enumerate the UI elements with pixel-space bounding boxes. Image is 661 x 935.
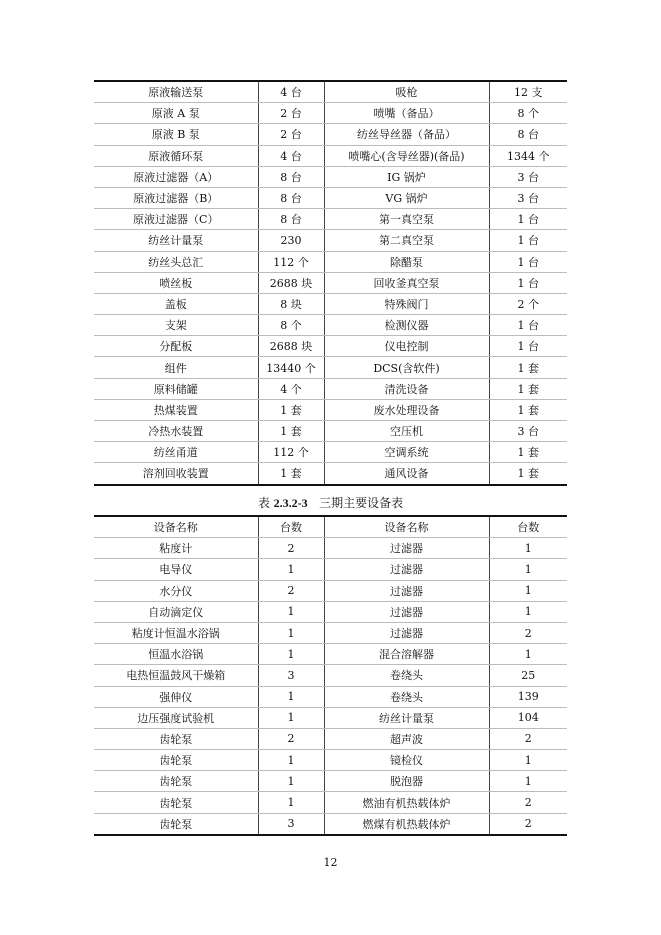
table-cell: 纺丝导丝器（备品） [324, 124, 489, 145]
table-cell: 回收釜真空泵 [324, 272, 489, 293]
table-cell: 齿轮泵 [94, 813, 258, 835]
table-cell: 台数 [489, 516, 567, 538]
caption-title: 三期主要设备表 [319, 496, 404, 510]
table-cell: 恒温水浴锅 [94, 644, 258, 665]
table-cell: 1 台 [489, 230, 567, 251]
table-cell: 2 [258, 538, 324, 559]
table-cell: 1 [489, 601, 567, 622]
table-cell: 过滤器 [324, 622, 489, 643]
table-cell: 1 套 [489, 399, 567, 420]
table-row [94, 813, 567, 835]
table-cell: 纺丝甬道 [94, 442, 258, 463]
table-caption [0, 494, 661, 511]
table-row [94, 559, 567, 580]
table-cell: 粘度计恒温水浴锅 [94, 622, 258, 643]
table-cell: 1 [489, 580, 567, 601]
table-cell: 盖板 [94, 293, 258, 314]
table-cell: 1 套 [489, 463, 567, 485]
table-cell: 1 [258, 622, 324, 643]
table-row [94, 728, 567, 749]
table-cell: 喷丝板 [94, 272, 258, 293]
table-cell: 空压机 [324, 421, 489, 442]
table-cell: 清洗设备 [324, 378, 489, 399]
table-row [94, 399, 567, 420]
table-cell: 吸枪 [324, 81, 489, 103]
table-cell: 3 台 [489, 166, 567, 187]
equipment-table-continued [94, 80, 567, 486]
table-cell: 喷嘴心(含导丝器)(备品) [324, 145, 489, 166]
table-cell: 过滤器 [324, 559, 489, 580]
table-row [94, 771, 567, 792]
table-cell: 废水处理设备 [324, 399, 489, 420]
table-cell: 脱泡器 [324, 771, 489, 792]
table-row [94, 251, 567, 272]
table-cell: 1 [489, 538, 567, 559]
table-cell: 原料储罐 [94, 378, 258, 399]
table-cell: 8 个 [258, 315, 324, 336]
table-cell: 齿轮泵 [94, 771, 258, 792]
table-cell: 1 台 [489, 272, 567, 293]
table-row [94, 580, 567, 601]
table-cell: 2 [489, 813, 567, 835]
table-cell: 边压强度试验机 [94, 707, 258, 728]
table-cell: 1 [258, 771, 324, 792]
table-row [94, 378, 567, 399]
table-cell: 原液过滤器（C） [94, 209, 258, 230]
table-cell: 第二真空泵 [324, 230, 489, 251]
table-cell: IG 锅炉 [324, 166, 489, 187]
table-cell: 原液过滤器（A） [94, 166, 258, 187]
table-row [94, 315, 567, 336]
table-cell: 原液输送泵 [94, 81, 258, 103]
page-number: 12 [323, 856, 338, 869]
table-row [94, 357, 567, 378]
table-row [94, 230, 567, 251]
table-cell: 2 [489, 792, 567, 813]
table-cell: 8 台 [489, 124, 567, 145]
table-cell: 2 台 [258, 103, 324, 124]
table-row [94, 442, 567, 463]
table-cell: 13440 个 [258, 357, 324, 378]
table-cell: 设备名称 [324, 516, 489, 538]
table-cell: 自动滴定仪 [94, 601, 258, 622]
table-cell: 1 台 [489, 315, 567, 336]
table-cell: 1 套 [258, 463, 324, 485]
table-cell: 通风设备 [324, 463, 489, 485]
table-cell: 112 个 [258, 251, 324, 272]
table-cell: 8 块 [258, 293, 324, 314]
table1-body [94, 81, 567, 485]
table-row [94, 81, 567, 103]
table-cell: 1 台 [489, 209, 567, 230]
table-cell: 卷绕头 [324, 686, 489, 707]
table-cell: 1 套 [258, 421, 324, 442]
table-cell: 1 [258, 707, 324, 728]
table-row [94, 103, 567, 124]
table-cell: 过滤器 [324, 580, 489, 601]
table-cell: 电热恒温鼓风干燥箱 [94, 665, 258, 686]
table-cell: 1 [489, 559, 567, 580]
table-cell: 2 [489, 728, 567, 749]
table-row [94, 538, 567, 559]
table-cell: 台数 [258, 516, 324, 538]
table-cell: 1 套 [258, 399, 324, 420]
table-cell: 1 [489, 771, 567, 792]
table-cell: 1 套 [489, 357, 567, 378]
table-row [94, 686, 567, 707]
table-cell: 8 台 [258, 187, 324, 208]
table-row [94, 272, 567, 293]
table-cell: 原液过滤器（B） [94, 187, 258, 208]
table-cell: 3 [258, 813, 324, 835]
table-cell: 超声波 [324, 728, 489, 749]
table-cell: 粘度计 [94, 538, 258, 559]
table-cell: 齿轮泵 [94, 750, 258, 771]
table-cell: 过滤器 [324, 601, 489, 622]
table-cell: 112 个 [258, 442, 324, 463]
table-cell: 空调系统 [324, 442, 489, 463]
table-cell: 原液 B 泵 [94, 124, 258, 145]
table-cell: 139 [489, 686, 567, 707]
table-row [94, 124, 567, 145]
table-cell: 原液 A 泵 [94, 103, 258, 124]
table-cell: 1344 个 [489, 145, 567, 166]
table-cell: 燃油有机热载体炉 [324, 792, 489, 813]
table-cell: 1 [258, 792, 324, 813]
table-cell: 检测仪器 [324, 315, 489, 336]
table-row [94, 209, 567, 230]
table-cell: 2 [258, 728, 324, 749]
table-cell: 2688 块 [258, 272, 324, 293]
table-cell: 1 [258, 601, 324, 622]
table-cell: 过滤器 [324, 538, 489, 559]
caption-prefix: 表 [257, 496, 274, 510]
table-cell: 1 [258, 686, 324, 707]
table-cell: 1 [489, 750, 567, 771]
table-cell: 混合溶解器 [324, 644, 489, 665]
table-cell: 8 个 [489, 103, 567, 124]
table-row [94, 792, 567, 813]
table-cell: 12 支 [489, 81, 567, 103]
table-cell: 燃煤有机热载体炉 [324, 813, 489, 835]
table-cell: 3 [258, 665, 324, 686]
table-row [94, 463, 567, 485]
table-row [94, 707, 567, 728]
table-cell: 原液循环泵 [94, 145, 258, 166]
table-cell: 纺丝计量泵 [324, 707, 489, 728]
table-cell: 齿轮泵 [94, 792, 258, 813]
table-cell: 设备名称 [94, 516, 258, 538]
table-cell: 1 台 [489, 251, 567, 272]
table-header-row [94, 516, 567, 538]
table-cell: 喷嘴（备品） [324, 103, 489, 124]
table-cell: 4 台 [258, 81, 324, 103]
table-row [94, 601, 567, 622]
table-cell: 4 台 [258, 145, 324, 166]
table-cell: 特殊阀门 [324, 293, 489, 314]
table-cell: 水分仪 [94, 580, 258, 601]
table-cell: 8 台 [258, 166, 324, 187]
table-row [94, 665, 567, 686]
table-cell: 1 套 [489, 378, 567, 399]
table-cell: 除醋泵 [324, 251, 489, 272]
table-cell: 3 台 [489, 187, 567, 208]
table-row [94, 622, 567, 643]
table-cell: DCS(含软件) [324, 357, 489, 378]
table-cell: 第一真空泵 [324, 209, 489, 230]
table-cell: 1 [489, 644, 567, 665]
table-cell: 支架 [94, 315, 258, 336]
table-cell: 1 [258, 644, 324, 665]
table-cell: 纺丝头总汇 [94, 251, 258, 272]
table-row [94, 187, 567, 208]
table-row [94, 750, 567, 771]
table-row [94, 644, 567, 665]
table-cell: 卷绕头 [324, 665, 489, 686]
table-cell: 4 个 [258, 378, 324, 399]
table-cell: 1 [258, 750, 324, 771]
table-cell: 2 [489, 622, 567, 643]
table-cell: 纺丝计量泵 [94, 230, 258, 251]
table-cell: 溶剂回收装置 [94, 463, 258, 485]
table-cell: 1 台 [489, 336, 567, 357]
table-row [94, 145, 567, 166]
table-row [94, 293, 567, 314]
table-cell: 2 [258, 580, 324, 601]
table-cell: 1 套 [489, 442, 567, 463]
table-row [94, 336, 567, 357]
table-cell: 2688 块 [258, 336, 324, 357]
table-cell: 冷热水装置 [94, 421, 258, 442]
table-cell: 2 个 [489, 293, 567, 314]
table-cell: 热煤装置 [94, 399, 258, 420]
table-cell: 齿轮泵 [94, 728, 258, 749]
table-cell: 分配板 [94, 336, 258, 357]
table-cell: 组件 [94, 357, 258, 378]
table-cell: 3 台 [489, 421, 567, 442]
table-cell: 镜检仪 [324, 750, 489, 771]
table-cell: VG 锅炉 [324, 187, 489, 208]
table-cell: 强伸仪 [94, 686, 258, 707]
table-cell: 230 [258, 230, 324, 251]
table-cell: 仪电控制 [324, 336, 489, 357]
phase3-equipment-table [94, 515, 567, 836]
table-cell: 8 台 [258, 209, 324, 230]
table-row [94, 166, 567, 187]
table-row [94, 421, 567, 442]
table-cell: 25 [489, 665, 567, 686]
table-cell: 104 [489, 707, 567, 728]
table-cell: 2 台 [258, 124, 324, 145]
table-cell: 电导仪 [94, 559, 258, 580]
table2-body [94, 516, 567, 835]
table-cell: 1 [258, 559, 324, 580]
caption-number: 2.3.2-3 [273, 496, 308, 510]
